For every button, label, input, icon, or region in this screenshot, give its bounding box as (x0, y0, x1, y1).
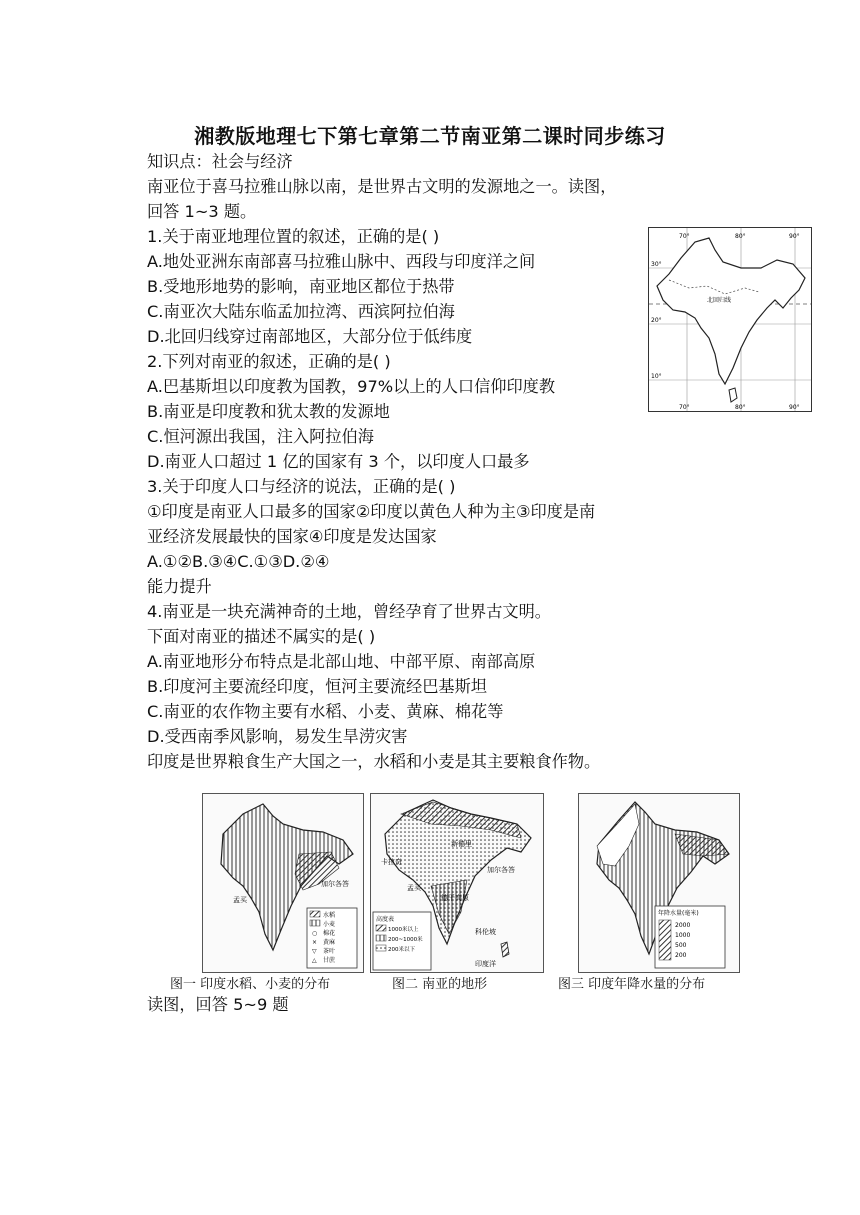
svg-text:80°: 80° (735, 404, 746, 411)
question-3-statements-2: 亚经济发展最快的国家④印度是发达国家 (147, 527, 437, 546)
svg-text:高度表: 高度表 (376, 916, 395, 923)
lat-label-30: 30° (651, 261, 662, 268)
svg-text:2000: 2000 (675, 922, 691, 929)
lon-label-70: 70° (679, 233, 690, 240)
svg-text:200~1000米: 200~1000米 (388, 937, 423, 943)
svg-text:水稻: 水稻 (323, 912, 336, 919)
label-kolkata: 加尔各答 (321, 880, 349, 888)
question-1-option-c: C.南亚次大陆东临孟加拉湾、西滨阿拉伯海 (147, 302, 455, 321)
lat-label-20: 20° (651, 317, 662, 324)
svg-text:70°: 70° (679, 404, 690, 411)
south-asia-landmass (657, 238, 805, 384)
label-indian-ocean: 印度洋 (475, 960, 496, 968)
label-kolkata-fig2: 加尔各答 (487, 866, 515, 874)
lon-label-80: 80° (735, 233, 746, 240)
section-heading-ability: 能力提升 (147, 577, 212, 596)
south-asia-map-svg (649, 228, 811, 411)
figure-2-terrain-map (370, 793, 544, 973)
question-4-option-c: C.南亚的农作物主要有水稻、小麦、黄麻、棉花等 (147, 702, 504, 721)
svg-text:500: 500 (675, 942, 687, 949)
question-2-option-a: A.巴基斯坦以印度教为国教，97%以上的人口信仰印度教 (147, 377, 556, 396)
label-colombo: 科伦坡 (475, 928, 496, 936)
section-heading-knowledge: 知识点：社会与经济 (147, 152, 293, 171)
svg-text:×: × (312, 939, 318, 946)
document-title: 湘教版地理七下第七章第二节南亚第二课时同步练习 (194, 124, 666, 148)
question-4-intro: 4.南亚是一块充满神奇的土地，曾经孕育了世界古文明。 (147, 602, 551, 621)
figure-3-rainfall-map (578, 793, 740, 973)
question-2-option-d: D.南亚人口超过 1 亿的国家有 3 个，以印度人口最多 (147, 452, 530, 471)
svg-text:▽: ▽ (312, 948, 317, 955)
lat-label-10: 10° (651, 373, 662, 380)
intro-line-2: 回答 1~3 题。 (147, 202, 257, 221)
question-2-stem: 2.下列对南亚的叙述，正确的是( ) (147, 352, 391, 371)
label-deccan: 德干高原 (441, 894, 469, 902)
label-mumbai-fig2: 孟买 (407, 884, 421, 892)
question-3-statements-1: ①印度是南亚人口最多的国家②印度以黄色人种为主③印度是南 (147, 502, 596, 521)
svg-text:△: △ (312, 957, 317, 964)
south-asia-map (648, 227, 812, 412)
figure-2-caption: 图二 南亚的地形 (392, 977, 488, 992)
intro-line-5-9: 印度是世界粮食生产大国之一，水稻和小麦是其主要粮食作物。 (147, 752, 601, 771)
label-new-delhi: 新德里 (451, 840, 472, 848)
svg-text:○: ○ (312, 930, 318, 937)
figure-row (170, 793, 760, 993)
label-karachi: 卡拉奇 (381, 858, 402, 866)
question-1-stem: 1.关于南亚地理位置的叙述，正确的是( ) (147, 227, 440, 246)
question-2-option-c: C.恒河源出我国，注入阿拉伯海 (147, 427, 374, 446)
svg-text:年降水量(毫米): 年降水量(毫米) (658, 910, 699, 917)
figure-3-caption: 图三 印度年降水量的分布 (558, 977, 706, 992)
svg-text:200米以下: 200米以下 (388, 947, 415, 953)
tropic-label: 北回归线 (707, 297, 732, 304)
question-4-option-d: D.受西南季风影响，易发生旱涝灾害 (147, 727, 408, 746)
figure-1-crop-map (202, 793, 364, 973)
fig1-legend (307, 908, 357, 968)
question-text-block (147, 149, 707, 774)
svg-text:小麦: 小麦 (323, 921, 336, 928)
sri-lanka-shape (729, 388, 737, 402)
svg-text:甘蔗: 甘蔗 (323, 957, 336, 964)
question-2-option-b: B.南亚是印度教和犹太教的发源地 (147, 402, 390, 421)
question-1-option-d: D.北回归线穿过南部地区，大部分位于低纬度 (147, 327, 473, 346)
question-1-option-a: A.地处亚洲东南部喜马拉雅山脉中、西段与印度洋之间 (147, 252, 536, 271)
svg-text:茶叶: 茶叶 (323, 948, 336, 955)
question-4-option-b: B.印度河主要流经印度，恒河主要流经巴基斯坦 (147, 677, 487, 696)
svg-text:200: 200 (675, 952, 687, 959)
svg-text:黄麻: 黄麻 (323, 939, 336, 946)
final-instruction: 读图，回答 5~9 题 (147, 995, 289, 1014)
fig3-legend (655, 906, 725, 968)
svg-text:90°: 90° (789, 404, 800, 411)
question-3-options: A.①②B.③④C.①③D.②④ (147, 552, 330, 571)
svg-text:1000: 1000 (675, 932, 691, 939)
svg-text:棉花: 棉花 (323, 930, 336, 937)
question-3-stem: 3.关于印度人口与经济的说法，正确的是( ) (147, 477, 456, 496)
label-mumbai: 孟买 (233, 896, 247, 904)
question-4-option-a: A.南亚地形分布特点是北部山地、中部平原、南部高原 (147, 652, 536, 671)
fig2-legend (373, 912, 431, 970)
svg-text:1000米以上: 1000米以上 (388, 927, 419, 933)
figure-1-caption: 图一 印度水稻、小麦的分布 (170, 977, 331, 992)
question-1-option-b: B.受地形地势的影响，南亚地区都位于热带 (147, 277, 455, 296)
intro-line-1: 南亚位于喜马拉雅山脉以南，是世界古文明的发源地之一。读图， (147, 177, 617, 196)
question-4-stem: 下面对南亚的描述不属实的是( ) (147, 627, 376, 646)
lon-label-90: 90° (789, 233, 800, 240)
